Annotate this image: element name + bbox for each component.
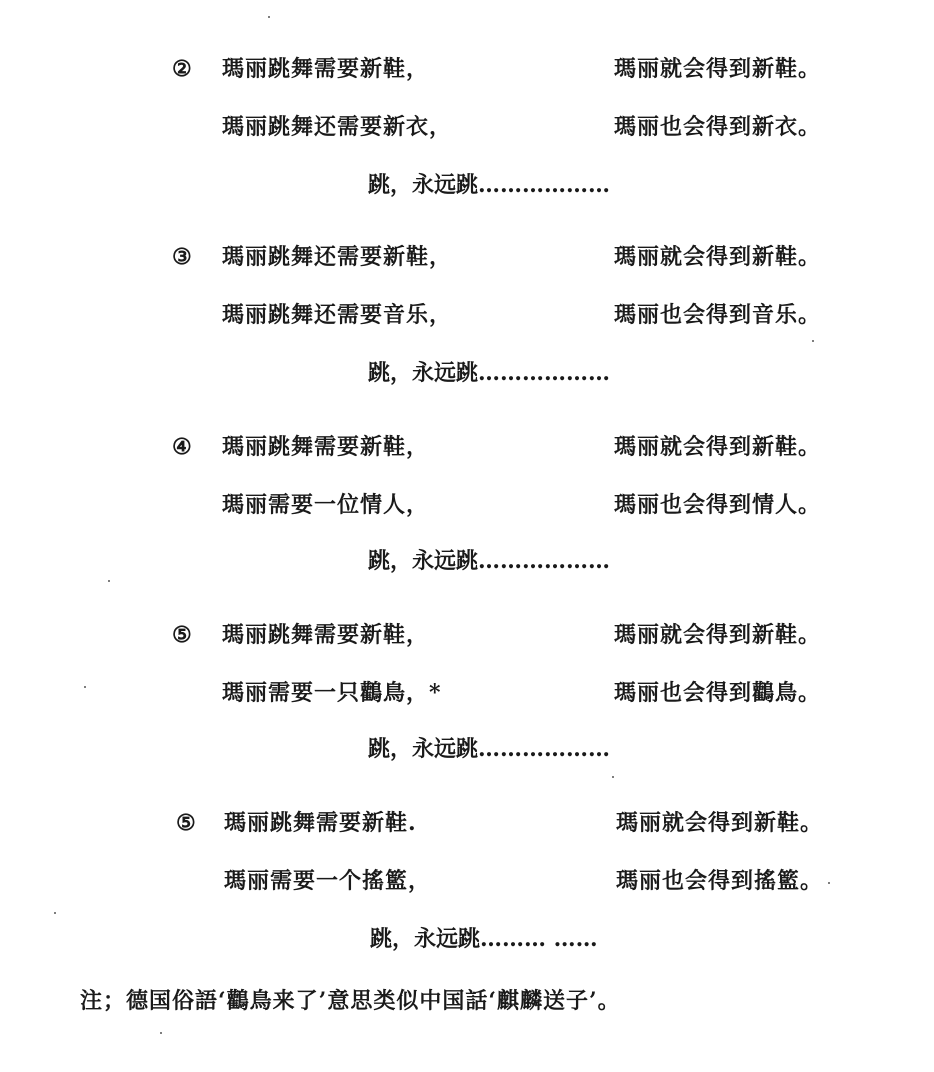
scan-speck — [812, 340, 814, 342]
stanza-number: ⑤ — [172, 622, 192, 648]
stanza-line-left: 瑪丽跳舞还需要音乐， — [222, 302, 453, 328]
stanza-refrain: 跳，永远跳……………… — [368, 548, 611, 574]
stanza-number: ② — [172, 56, 192, 82]
stanza-line-right: 瑪丽就会得到新鞋。 — [616, 810, 824, 836]
stanza-line-left: 瑪丽需要一位情人， — [222, 492, 430, 518]
scan-speck — [84, 686, 86, 688]
scan-speck — [268, 16, 270, 18]
scan-speck — [612, 776, 614, 778]
stanza-refrain: 跳，永远跳……………… — [368, 172, 611, 198]
stanza-refrain: 跳，永远跳……………… — [368, 360, 611, 386]
stanza-number: ③ — [172, 244, 192, 270]
stanza-line-right: 瑪丽就会得到新鞋。 — [614, 56, 822, 82]
footnote: 注；德国俗語‘鸛鳥来了’意思类似中国話‘麒麟送子’。 — [80, 988, 621, 1014]
stanza-line-right: 瑪丽也会得到搖籃。 — [616, 868, 824, 894]
stanza-line-left: 瑪丽跳舞需要新鞋， — [222, 434, 430, 460]
stanza-line-left: 瑪丽跳舞需要新鞋， — [222, 56, 430, 82]
stanza-line-left: 瑪丽跳舞还需要新衣， — [222, 114, 453, 140]
stanza-number: ⑤ — [176, 810, 196, 836]
stanza-line-right: 瑪丽就会得到新鞋。 — [614, 622, 822, 648]
stanza-line-right: 瑪丽也会得到情人。 — [614, 492, 822, 518]
scan-speck — [108, 580, 110, 582]
stanza-line-left: 瑪丽需要一只鸛鳥，* — [222, 680, 442, 706]
stanza-line-right: 瑪丽也会得到新衣。 — [614, 114, 822, 140]
stanza-line-left: 瑪丽需要一个搖籃， — [224, 868, 432, 894]
scan-speck — [828, 882, 830, 884]
stanza-refrain: 跳，永远跳……… …… — [370, 926, 598, 952]
stanza-line-right: 瑪丽也会得到音乐。 — [614, 302, 822, 328]
stanza-line-right: 瑪丽就会得到新鞋。 — [614, 434, 822, 460]
stanza-number: ④ — [172, 434, 192, 460]
scan-speck — [54, 912, 56, 914]
scan-speck — [160, 1032, 162, 1034]
stanza-line-left: 瑪丽跳舞还需要新鞋， — [222, 244, 453, 270]
stanza-refrain: 跳，永远跳……………… — [368, 736, 611, 762]
stanza-line-left: 瑪丽跳舞需要新鞋. — [224, 810, 417, 836]
stanza-line-right: 瑪丽也会得到鸛鳥。 — [614, 680, 822, 706]
stanza-line-right: 瑪丽就会得到新鞋。 — [614, 244, 822, 270]
stanza-line-left: 瑪丽跳舞需要新鞋， — [222, 622, 430, 648]
